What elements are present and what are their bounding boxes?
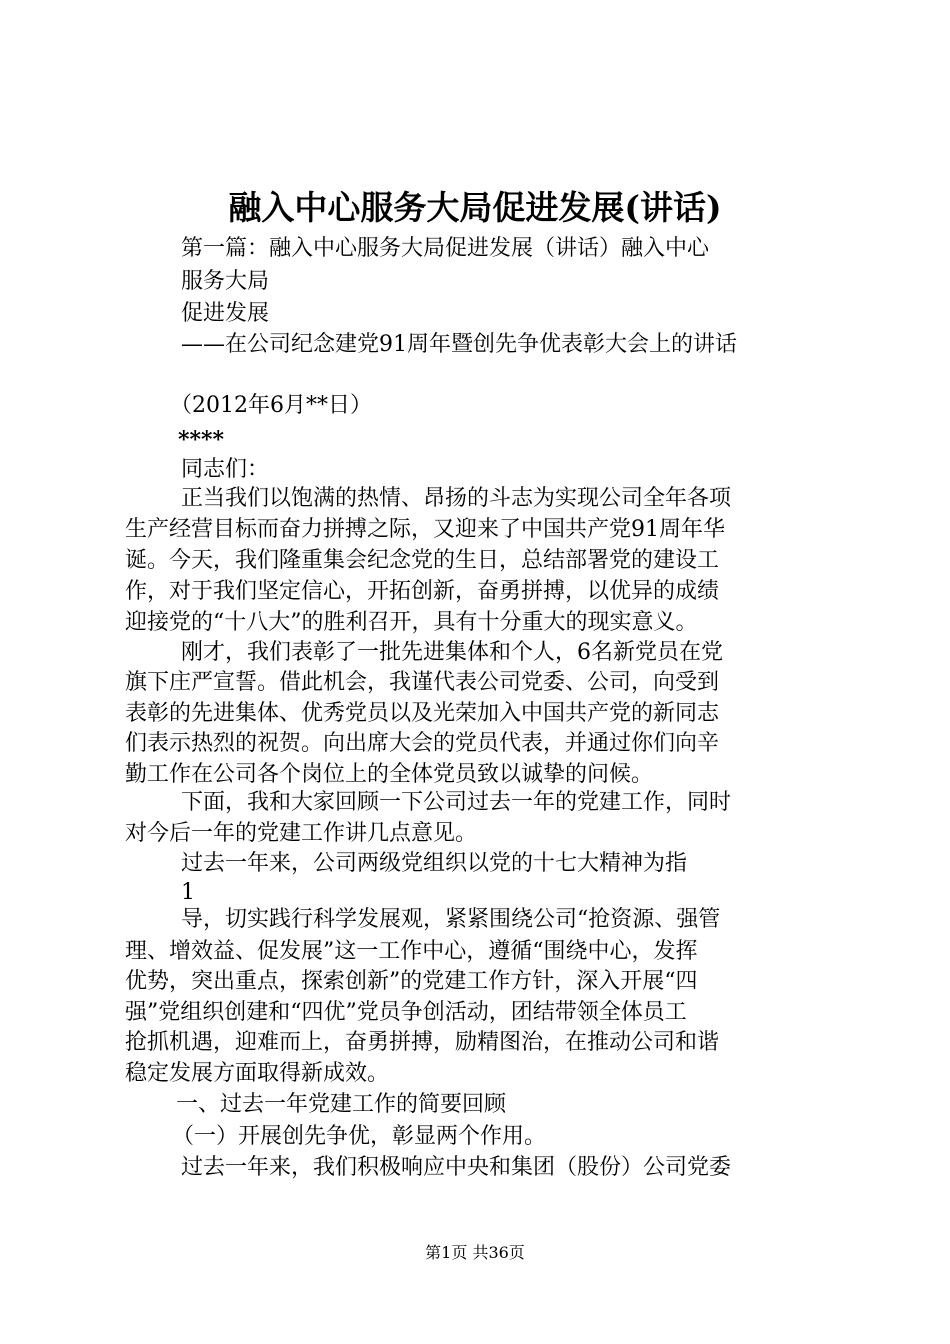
- paragraph-line: 刚才，我们表彰了一批先进集体和个人，6名新党员在党: [181, 640, 723, 665]
- subtitle-line: ——在公司纪念建党91周年暨创先争优表彰大会上的讲话: [181, 332, 737, 357]
- paragraph-line: 对今后一年的党建工作讲几点意见。: [125, 821, 478, 846]
- paragraph-line: 作，对于我们坚定信心，开拓创新，奋勇拼搏，以优异的成绩: [125, 579, 720, 604]
- paragraph-line: 表彰的先进集体、优秀党员以及光荣加入中国共产党的新同志: [125, 701, 720, 726]
- paragraph-line: 导，切实践行科学发展观，紧紧围绕公司“抢资源、强管: [181, 907, 721, 932]
- subsection-heading: （一）开展创先争优，彰显两个作用。: [172, 1124, 547, 1149]
- paragraph-line: 勤工作在公司各个岗位上的全体党员致以诚挚的问候。: [125, 762, 654, 787]
- paragraph-line: 稳定发展方面取得新成效。: [125, 1061, 390, 1086]
- subtitle-line: 促进发展: [181, 301, 270, 326]
- paragraph-line: 理、增效益、促发展”这一工作中心，遵循“围绕中心，发挥: [125, 939, 698, 964]
- paragraph-line: 迎接党的“十八大”的胜利召开，具有十分重大的现实意义。: [125, 610, 698, 635]
- paragraph-line: 强”党组织创建和“四优”党员争创活动，团结带领全体员工: [125, 1000, 687, 1025]
- paragraph-line: 生产经营目标而奋力拼搏之际，又迎来了中国共产党91周年华: [125, 517, 725, 542]
- document-title: 融入中心服务大局促进发展(讲话): [228, 188, 722, 227]
- date-line: （2012年6月**日）: [170, 393, 372, 418]
- paragraph-line: 们表示热烈的祝贺。向出席大会的党员代表，并通过你们向辛: [125, 731, 720, 756]
- subtitle-line: 第一篇：融入中心服务大局促进发展（讲话）融入中心: [181, 236, 710, 261]
- page-footer: 第1页 共36页: [425, 1243, 525, 1262]
- paragraph-line: 抢抓机遇，迎难而上，奋勇拼搏，励精图治，在推动公司和谐: [125, 1030, 720, 1055]
- paragraph-line: 下面，我和大家回顾一下公司过去一年的党建工作，同时: [181, 790, 732, 815]
- author-line: ****: [178, 427, 225, 453]
- paragraph-line: 旗下庄严宣誓。借此机会，我谨代表公司党委、公司，向受到: [125, 670, 720, 695]
- section-heading: 一、过去一年党建工作的简要回顾: [176, 1092, 507, 1117]
- salutation: 同志们：: [181, 457, 270, 482]
- paragraph-line: 正当我们以饱满的热情、昂扬的斗志为实现公司全年各项: [181, 486, 732, 511]
- paragraph-line: 优势，突出重点，探索创新”的党建工作方针，深入开展“四: [125, 969, 698, 994]
- paragraph-line: 过去一年来，我们积极响应中央和集团（股份）公司党委: [181, 1155, 732, 1180]
- subtitle-line: 服务大局: [181, 269, 270, 294]
- inline-page-number: 1: [181, 880, 195, 905]
- paragraph-line: 过去一年来，公司两级党组织以党的十七大精神为指: [181, 851, 688, 876]
- paragraph-line: 诞。今天，我们隆重集会纪念党的生日，总结部署党的建设工: [125, 548, 720, 573]
